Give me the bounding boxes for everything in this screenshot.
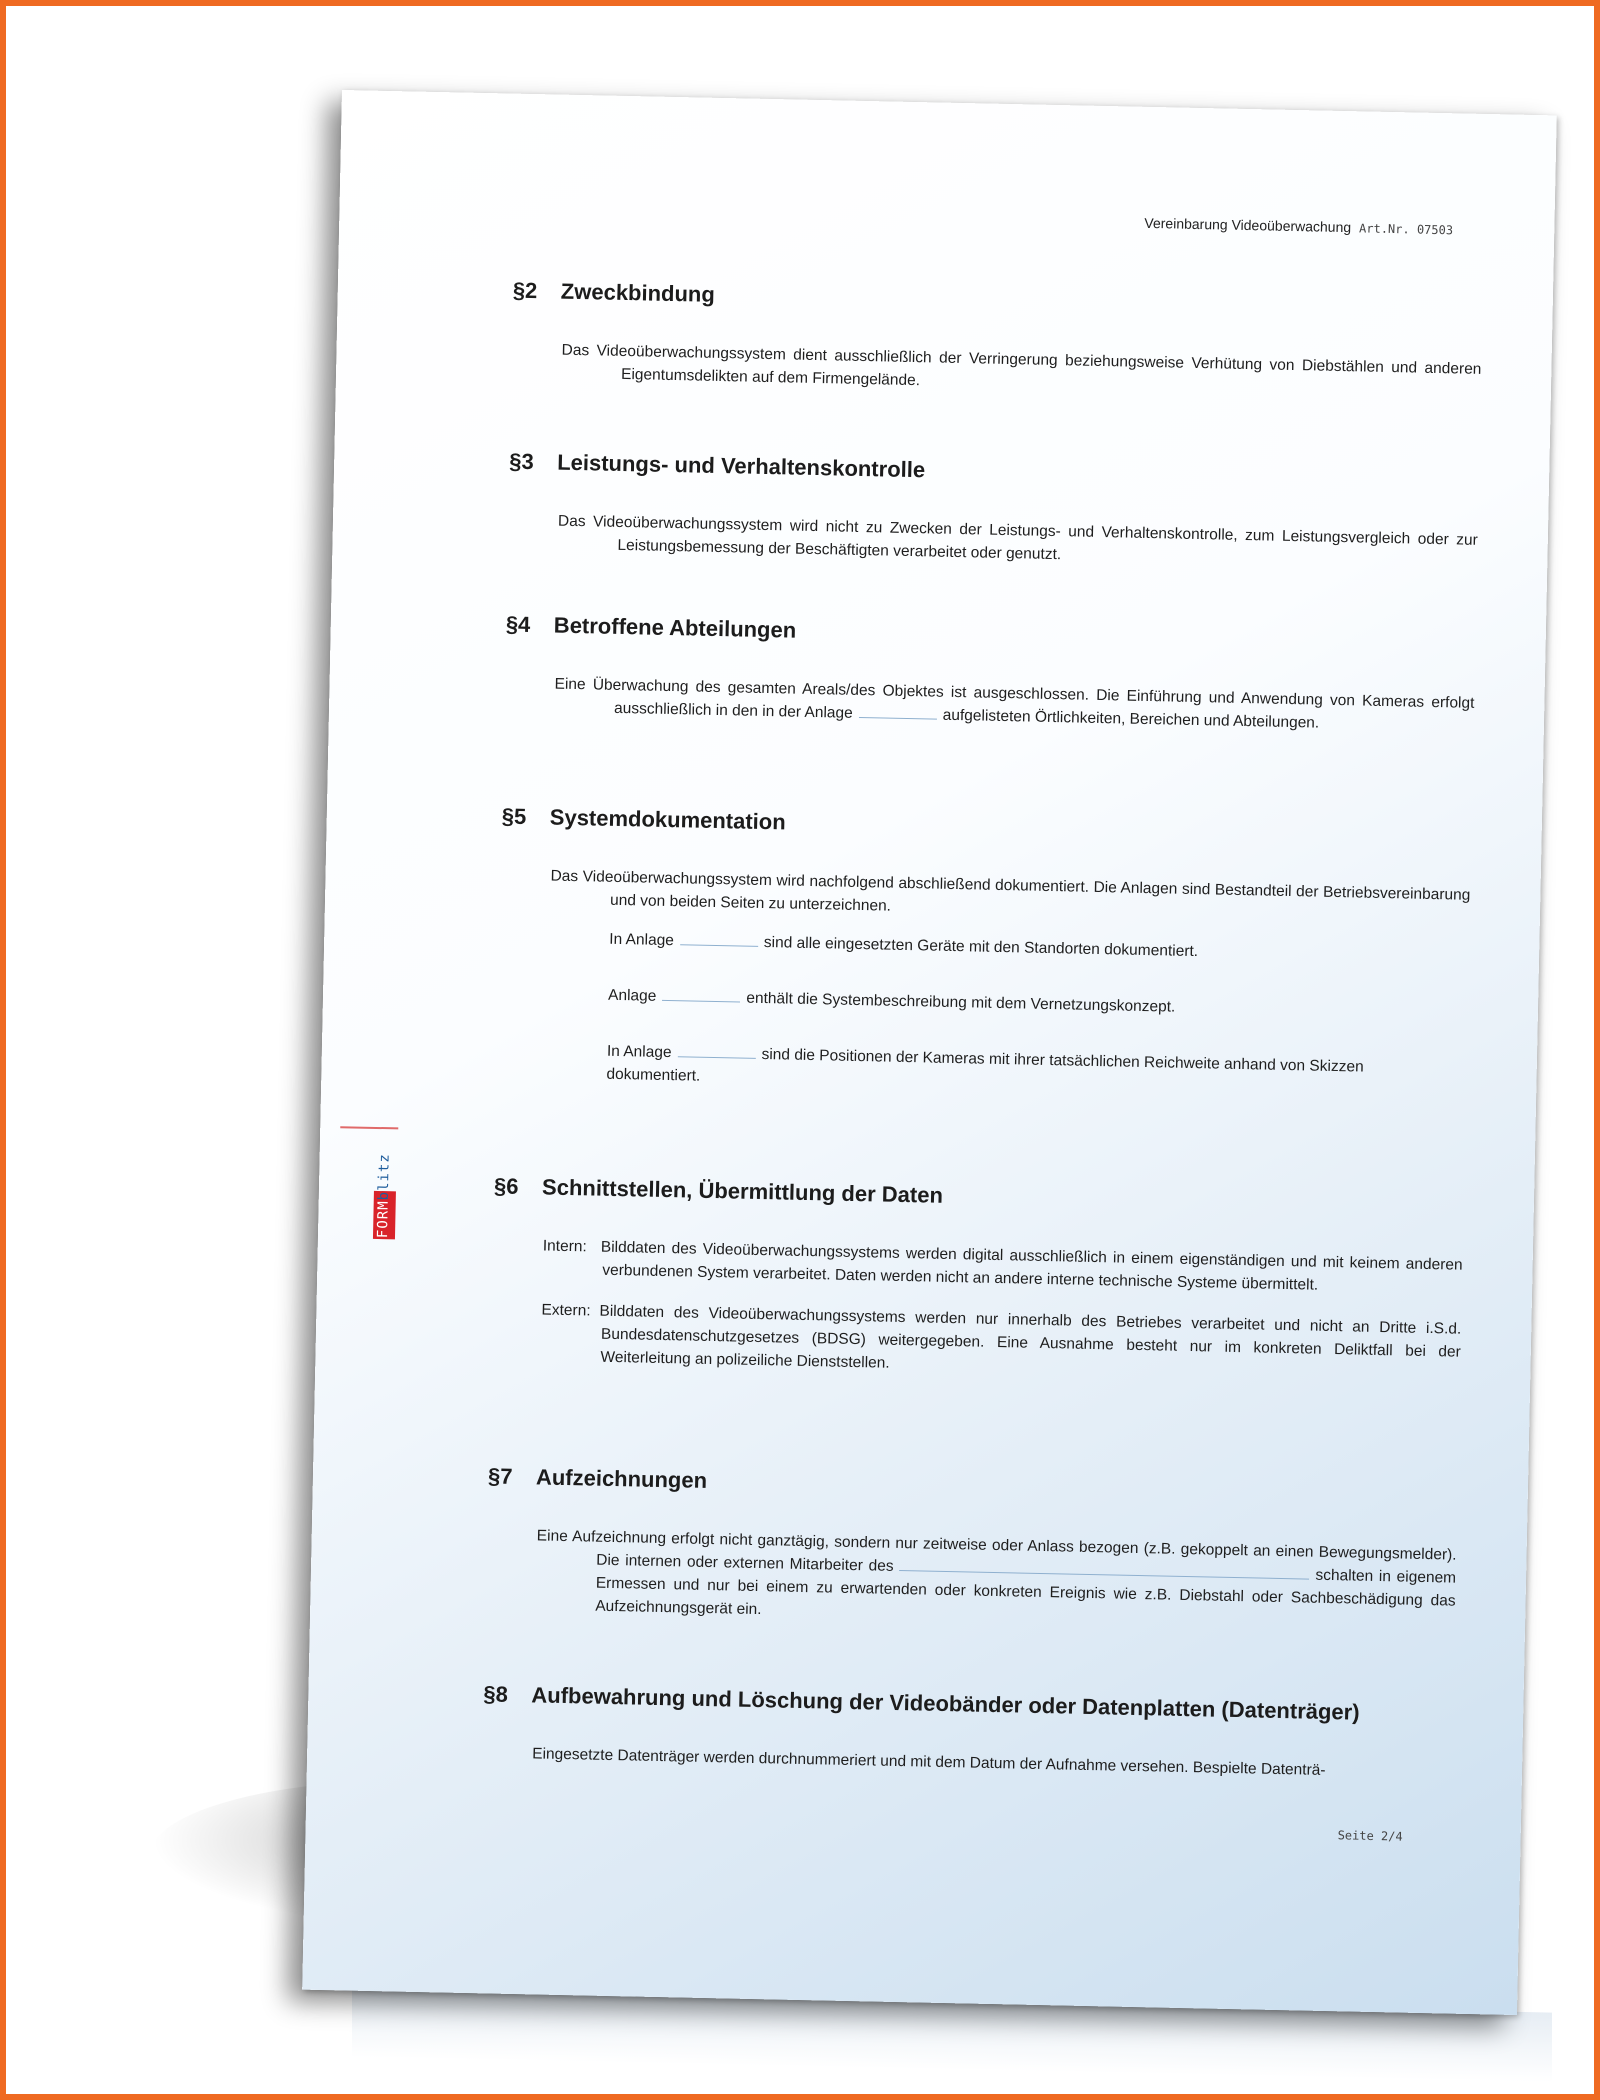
header-art-nr: Art.Nr. 07503 [1358, 221, 1454, 238]
section-text-a: Eine Aufzeichnung erfolgt nicht ganztägig, sondern nur zeitweise oder Anlass bezogen (z.B. gekoppelt an einen Bewegungsmelder). Die internen oder externen Mitarbeiter des [536, 1527, 1457, 1575]
logo-text-form: FORM [374, 1200, 392, 1239]
section-title: Betroffene Abteilungen [553, 612, 797, 643]
extern-label: Extern: [541, 1301, 591, 1320]
logo-text [372, 1130, 396, 1238]
formblitz-logo [373, 1131, 397, 1239]
section-heading [505, 612, 1406, 665]
header-title: Vereinbarung Videoüberwachung [1144, 214, 1352, 236]
list-item [608, 984, 1408, 1024]
section-text [554, 673, 1475, 738]
company-blank-field[interactable] [899, 1569, 1309, 1580]
section-number: §4 [505, 611, 531, 638]
section-7 [485, 1463, 1457, 1634]
logo-rule [340, 1126, 398, 1129]
section-6 [490, 1173, 1463, 1385]
section-title: Schnittstellen, Übermittlung der Daten [541, 1174, 944, 1208]
list-item [606, 1040, 1407, 1103]
intern-paragraph [542, 1234, 1463, 1299]
section-title: Aufbewahrung und Löschung der Videobänder oder Datenplatten (Datenträger) [531, 1682, 1360, 1725]
item-lead: Anlage [607, 986, 657, 1005]
section-3 [507, 448, 1478, 574]
section-text: Eingesetzte Datenträger werden durchnummeriert und mit dem Datum der Aufnahme versehen. Bespielte Datenträ- [532, 1745, 1326, 1779]
extern-text: Bilddaten des Videoüberwachungssystems werden nur innerhalb des Betriebes verarbeitet und nicht an Dritte i.S.d. Bundesdatenschutzgesetzes (BDSG) weitergegeben. Eine Ausnahme besteht nur im konkreten Deliktfall bei der Weiterleitung an polizeiliche Dienststellen. [599, 1302, 1462, 1372]
section-title: Systemdokumentation [549, 804, 786, 835]
section-text: Das Videoüberwachungssystem wird nachfolgend abschließend dokumentiert. Die Anlagen sind Bestandteil der Betriebsvereinbarung und von beiden Seiten zu unterzeichnen. [550, 867, 1471, 915]
document-page [302, 90, 1557, 2015]
anlage-blank-field[interactable] [680, 943, 758, 947]
section-text-b: schalten in eigenem Ermessen und nur bei einem zu erwartenden oder konkreten Ereignis wie z.B. Diebstahl oder Sachbeschädigung das Aufzeichnungsgerät ein. [595, 1566, 1457, 1619]
item-lead: In Anlage [609, 930, 675, 950]
section-heading [509, 449, 1410, 502]
anlage-blank-field[interactable] [662, 999, 740, 1003]
page-number: Seite 2/4 [1337, 1828, 1403, 1844]
section-text-a: Eine Überwachung des gesamten Areals/des Objektes ist ausgeschlossen. Die Einführung und Anwendung von Kameras erfolgt ausschließlich in den in der Anlage [554, 675, 1475, 722]
item-text: sind alle eingesetzten Geräte mit den Standorten dokumentiert. [763, 934, 1199, 961]
section-5 [496, 803, 1471, 1103]
section-heading [512, 278, 1413, 331]
extern-paragraph [540, 1298, 1461, 1386]
section-text-b: aufgelisteten Örtlichkeiten, Bereichen und Abteilungen. [942, 706, 1320, 732]
section-number: §8 [483, 1681, 509, 1707]
list-item [609, 928, 1409, 968]
section-text: Das Videoüberwachungssystem dient ausschließlich der Verringerung beziehungsweise Verhütung von Diebstählen und anderen Eigentumsdelikten auf dem Firmengelände. [561, 341, 1482, 390]
section-number: §2 [512, 277, 538, 304]
anlage-blank-field[interactable] [859, 716, 937, 720]
section-text [535, 1524, 1457, 1635]
intern-text: Bilddaten des Videoüberwachungssystems werden digital ausschließlich in einem eigenständigen und mit keinem anderen verbundenen System verarbeitet. Daten werden nicht an andere interne technische Systeme übermittelt. [600, 1238, 1463, 1294]
section-2 [511, 277, 1482, 403]
intern-label: Intern: [542, 1237, 587, 1256]
page-header [1144, 215, 1453, 237]
section-heading [494, 1173, 1395, 1226]
logo-text-blitz: blitz [375, 1153, 393, 1201]
item-text: enthält die Systembeschreibung mit dem Vernetzungskonzept. [746, 989, 1176, 1016]
item-text: sind die Positionen der Kameras mit ihrer tatsächlichen Reichweite anhand von Skizzen dokumentiert. [606, 1045, 1364, 1085]
section-8 [482, 1681, 1384, 1783]
anlage-blank-field[interactable] [677, 1055, 755, 1059]
item-lead: In Anlage [606, 1042, 672, 1062]
section-title: Zweckbindung [560, 278, 716, 307]
section-title: Aufzeichnungen [535, 1464, 708, 1493]
section-number: §3 [509, 448, 535, 475]
section-heading [488, 1463, 1389, 1516]
section-number: §6 [493, 1173, 519, 1199]
section-heading [483, 1681, 1384, 1734]
section-4 [504, 611, 1475, 737]
section-heading [501, 804, 1402, 857]
section-text: Das Videoüberwachungssystem wird nicht zu Zwecken der Leistungs- und Verhaltenskontrolle, zum Leistungsvergleich oder zur Leistungsbemessung der Beschäftigten verarbeitet oder genutzt. [557, 512, 1478, 564]
section-number: §5 [501, 803, 527, 830]
section-title: Leistungs- und Verhaltenskontrolle [556, 449, 926, 483]
section-number: §7 [487, 1463, 513, 1489]
